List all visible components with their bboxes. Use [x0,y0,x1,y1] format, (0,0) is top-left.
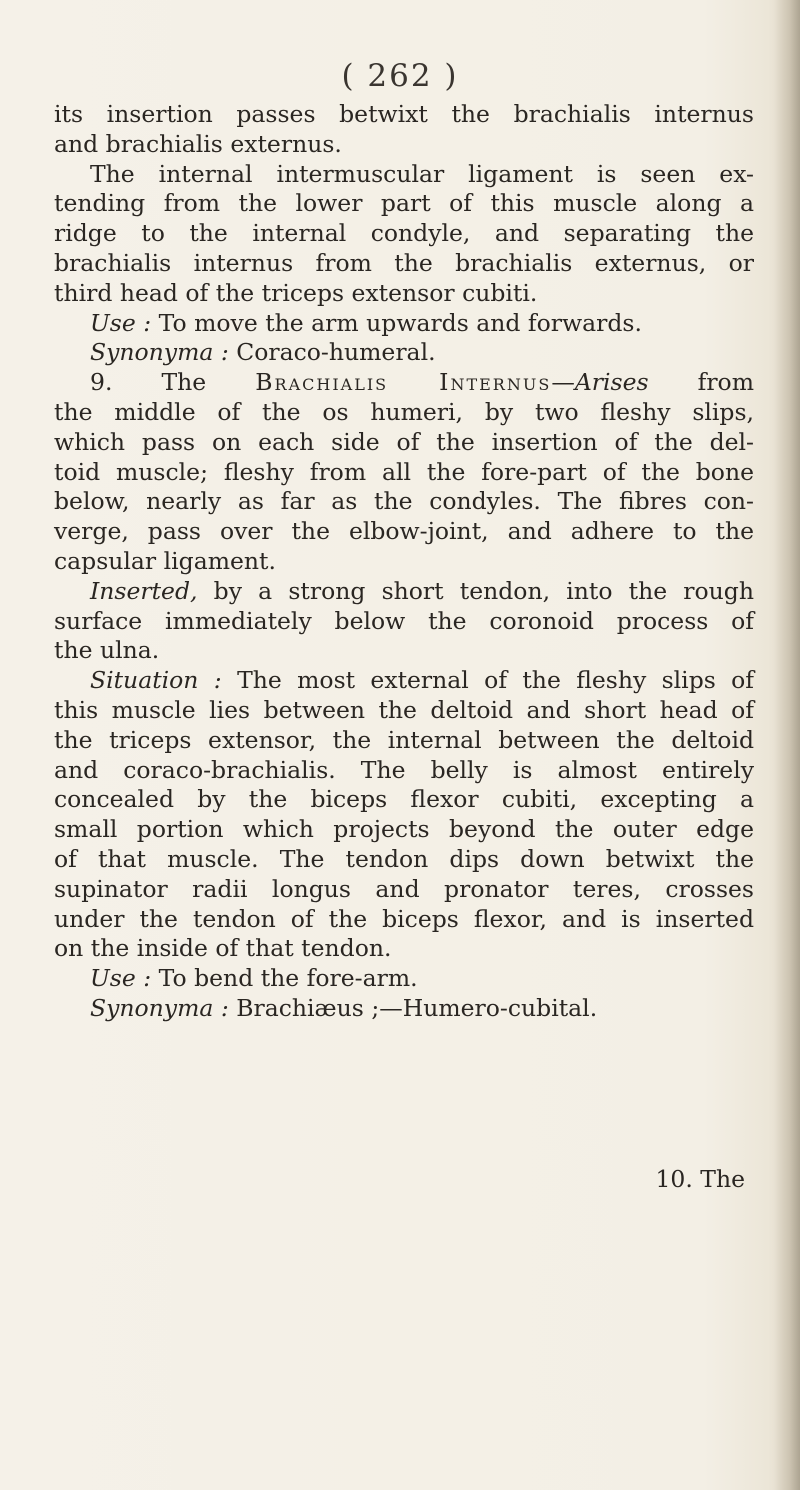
text-line [54,517,754,547]
line-text: surface immediately below the coronoid process of [54,606,754,635]
text-line [54,130,754,160]
text-line [54,607,754,637]
line-text: capsular ligament. [54,546,276,575]
line-text: below, nearly as far as the condyles. The fibres con- [54,487,754,516]
text-line [54,875,754,905]
line-text: and coraco-brachialis. The belly is almost entirely [54,755,754,784]
line-text: which pass on each side of the insertion of the del- [54,427,754,456]
text-line [54,696,754,726]
line-text: of that muscle. The tendon dips down betwixt the [54,844,754,873]
page-body-text [54,100,754,1024]
line-text: The internal intermuscular ligament is seen ex- [90,159,754,188]
text-line [54,905,754,935]
line-text: its insertion passes betwixt the brachialis internus [54,100,754,128]
catchword: 10. The [655,1165,745,1193]
italic-text: Use : [90,308,152,337]
italic-text: Arises [574,368,649,397]
text-line [54,577,754,607]
text-line [54,338,754,368]
italic-text: Synonyma : [90,993,229,1022]
line-text: toid muscle; fleshy from all the fore-part of the bone [54,457,754,486]
line-text: Coraco-humeral. [228,338,436,367]
text-line [54,994,754,1024]
line-text: and brachialis externus. [54,129,342,158]
line-text: on the inside of that tendon. [54,934,392,963]
text-line [54,726,754,756]
small-caps-heading: Brachialis Internus [255,368,552,397]
text-line [54,249,754,279]
line-text: small portion which projects beyond the outer edge [54,815,754,844]
text-line [54,428,754,458]
line-text: The most external of the fleshy slips of [221,666,754,695]
text-line [54,756,754,786]
text-line [54,100,754,130]
text-line [54,160,754,190]
line-text: supinator radii longus and pronator teres, crosses [54,874,754,903]
page-number: ( 262 ) [341,58,459,94]
line-text: concealed by the biceps flexor cubiti, excepting a [54,785,754,814]
line-text: by a strong short tendon, into the rough [197,576,754,605]
line-text: 9. The [90,368,256,397]
line-text: the triceps extensor, the internal between the deltoid [54,725,754,754]
text-line [54,934,754,964]
line-text: ridge to the internal condyle, and separating the [54,219,754,248]
text-line [54,636,754,666]
italic-text: Inserted, [90,576,198,605]
italic-text: Situation : [90,666,222,695]
text-line [54,666,754,696]
text-line [54,785,754,815]
line-text: third head of the triceps extensor cubiti. [54,278,538,307]
line-text: verge, pass over the elbow-joint, and adhere to the [54,517,754,546]
text-line [54,189,754,219]
line-text: — [551,368,575,397]
line-text: To bend the fore-arm. [151,964,418,993]
text-line [54,815,754,845]
page-edge-shadow [774,0,800,1490]
text-line [54,458,754,488]
line-text: the ulna. [54,636,160,665]
line-text: brachialis internus from the brachialis externus, or [54,248,754,277]
text-line [54,368,754,398]
text-line [54,547,754,577]
text-line [54,309,754,339]
italic-text: Synonyma : [90,338,229,367]
line-text: under the tendon of the biceps flexor, and is inserted [54,904,754,933]
line-text: the middle of the os humeri, by two fleshy slips, [54,397,754,426]
text-line [54,398,754,428]
text-line [54,219,754,249]
line-text: Brachiæus ;—Humero-cubital. [228,993,598,1022]
text-line [54,964,754,994]
text-line [54,487,754,517]
line-text: from [648,368,754,397]
italic-text: Use : [90,964,152,993]
text-line [54,279,754,309]
line-text: this muscle lies between the deltoid and short head of [54,695,754,724]
text-line [54,845,754,875]
line-text: tending from the lower part of this muscle along a [54,189,754,218]
line-text: To move the arm upwards and forwards. [151,308,642,337]
